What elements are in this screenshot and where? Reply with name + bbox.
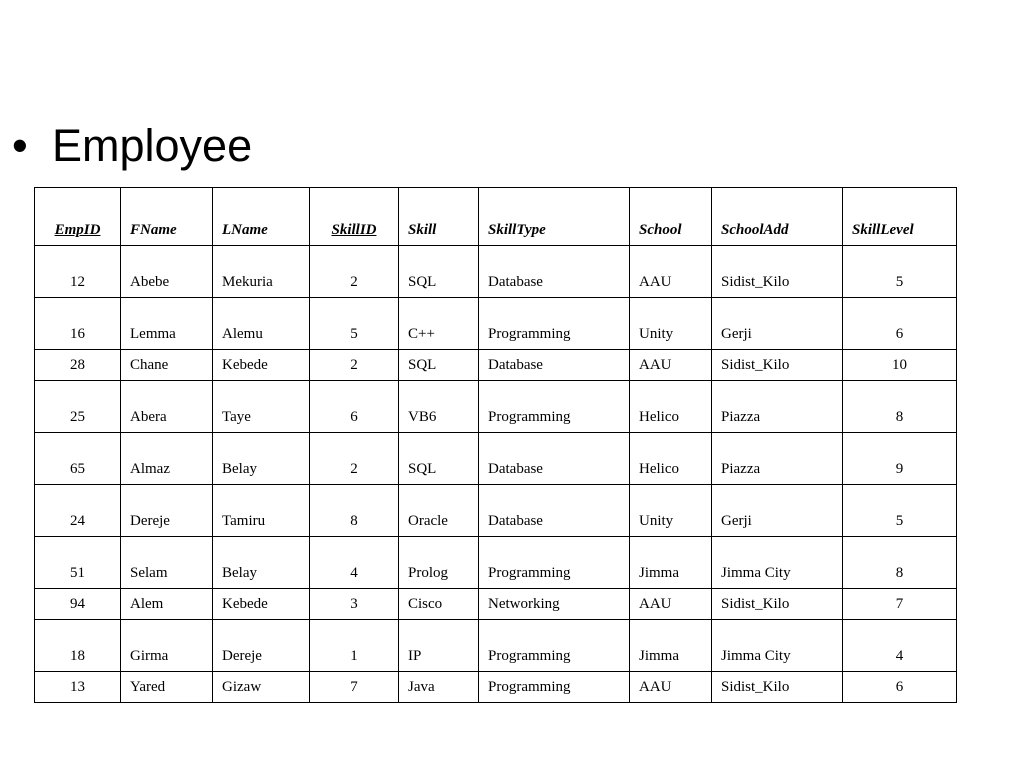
cell-skill: Java [399,672,479,703]
cell-skillid: 5 [310,298,399,350]
cell-schooladd: Sidist_Kilo [712,589,843,620]
cell-lname: Kebede [213,350,310,381]
cell-skilllevel: 5 [843,485,957,537]
cell-school: AAU [630,672,712,703]
cell-lname: Dereje [213,620,310,672]
cell-school: Unity [630,485,712,537]
cell-skilltype: Database [479,246,630,298]
cell-skillid: 2 [310,246,399,298]
cell-skillid: 2 [310,350,399,381]
cell-skillid: 8 [310,485,399,537]
cell-skilltype: Database [479,433,630,485]
cell-skillid: 7 [310,672,399,703]
cell-skilllevel: 6 [843,672,957,703]
cell-fname: Yared [121,672,213,703]
header-skilllevel: SkillLevel [843,188,957,246]
cell-skill: Prolog [399,537,479,589]
cell-fname: Chane [121,350,213,381]
cell-schooladd: Sidist_Kilo [712,350,843,381]
cell-fname: Dereje [121,485,213,537]
cell-lname: Kebede [213,589,310,620]
cell-skillid: 2 [310,433,399,485]
cell-schooladd: Gerji [712,298,843,350]
cell-skillid: 3 [310,589,399,620]
cell-skill: Cisco [399,589,479,620]
cell-empid: 94 [35,589,121,620]
cell-skilltype: Programming [479,537,630,589]
cell-skillid: 6 [310,381,399,433]
cell-schooladd: Piazza [712,381,843,433]
table-row [35,350,957,381]
cell-empid: 12 [35,246,121,298]
cell-skill: SQL [399,350,479,381]
cell-school: Jimma [630,537,712,589]
cell-schooladd: Sidist_Kilo [712,246,843,298]
cell-skilltype: Database [479,350,630,381]
cell-skilllevel: 6 [843,298,957,350]
cell-fname: Selam [121,537,213,589]
header-schooladd: SchoolAdd [712,188,843,246]
table-row [35,298,957,350]
cell-skilltype: Programming [479,381,630,433]
cell-fname: Alem [121,589,213,620]
cell-lname: Alemu [213,298,310,350]
cell-empid: 24 [35,485,121,537]
header-empid: EmpID [35,188,121,246]
employee-table [34,187,957,703]
cell-skill: SQL [399,433,479,485]
cell-lname: Gizaw [213,672,310,703]
cell-fname: Lemma [121,298,213,350]
cell-skilllevel: 10 [843,350,957,381]
cell-skilllevel: 8 [843,537,957,589]
table-header-row [35,188,957,246]
table-row [35,485,957,537]
cell-skill: VB6 [399,381,479,433]
header-fname: FName [121,188,213,246]
cell-skill: Oracle [399,485,479,537]
cell-schooladd: Sidist_Kilo [712,672,843,703]
cell-fname: Abebe [121,246,213,298]
table-row [35,381,957,433]
cell-school: AAU [630,350,712,381]
header-skill: Skill [399,188,479,246]
cell-skill: IP [399,620,479,672]
cell-skill: SQL [399,246,479,298]
table-row [35,620,957,672]
cell-school: Unity [630,298,712,350]
bullet-icon: • [12,120,28,171]
cell-empid: 51 [35,537,121,589]
cell-skilllevel: 5 [843,246,957,298]
cell-fname: Abera [121,381,213,433]
table-row [35,672,957,703]
header-skilltype: SkillType [479,188,630,246]
cell-skilltype: Programming [479,620,630,672]
cell-skilllevel: 9 [843,433,957,485]
cell-skilltype: Programming [479,298,630,350]
header-skillid: SkillID [310,188,399,246]
cell-skilltype: Database [479,485,630,537]
cell-school: Helico [630,381,712,433]
cell-skill: C++ [399,298,479,350]
table-row [35,246,957,298]
cell-fname: Girma [121,620,213,672]
cell-skilllevel: 7 [843,589,957,620]
cell-school: AAU [630,246,712,298]
table-row [35,537,957,589]
cell-fname: Almaz [121,433,213,485]
slide-title-line [10,116,252,176]
cell-empid: 65 [35,433,121,485]
header-school: School [630,188,712,246]
cell-empid: 16 [35,298,121,350]
cell-skilllevel: 4 [843,620,957,672]
table-row [35,589,957,620]
cell-school: AAU [630,589,712,620]
cell-lname: Belay [213,537,310,589]
cell-schooladd: Jimma City [712,537,843,589]
cell-lname: Taye [213,381,310,433]
header-lname: LName [213,188,310,246]
cell-schooladd: Jimma City [712,620,843,672]
cell-schooladd: Gerji [712,485,843,537]
cell-empid: 13 [35,672,121,703]
cell-schooladd: Piazza [712,433,843,485]
cell-empid: 25 [35,381,121,433]
cell-school: Helico [630,433,712,485]
slide-title: Employee [52,120,253,171]
cell-skillid: 1 [310,620,399,672]
cell-empid: 18 [35,620,121,672]
cell-lname: Belay [213,433,310,485]
cell-skilltype: Networking [479,589,630,620]
cell-skilltype: Programming [479,672,630,703]
cell-school: Jimma [630,620,712,672]
cell-lname: Tamiru [213,485,310,537]
cell-empid: 28 [35,350,121,381]
cell-skillid: 4 [310,537,399,589]
cell-lname: Mekuria [213,246,310,298]
table-row [35,433,957,485]
cell-skilllevel: 8 [843,381,957,433]
